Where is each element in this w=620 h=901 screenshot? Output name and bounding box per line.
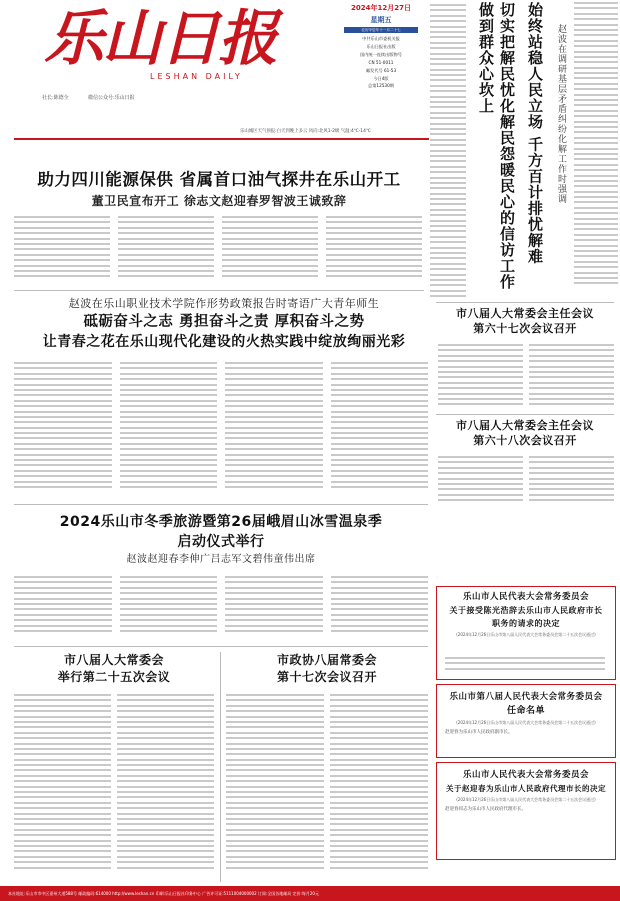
right-divider-2 bbox=[436, 414, 614, 415]
bottom-left-title2: 举行第二十五次会议 bbox=[57, 670, 171, 684]
notice-box-2 bbox=[436, 684, 616, 758]
notice-2-title1: 乐山市第八届人民代表大会常务委员会 bbox=[449, 692, 603, 702]
right-news-1-text bbox=[438, 344, 614, 410]
notice-3-title2: 关于赵迎春为乐山市人民政府代理市长的决定 bbox=[446, 784, 606, 793]
right-news-1-title1: 市八届人大常委会主任会议 bbox=[456, 307, 594, 320]
weather-line: 乐山城区天气预报:白天到晚上多云 风向:北风1-2级 气温:4℃-14℃ bbox=[240, 129, 371, 134]
headline-energy bbox=[14, 168, 424, 210]
right-news-2 bbox=[436, 418, 614, 448]
right-news-2-title1: 市八届人大常委会主任会议 bbox=[456, 419, 594, 432]
page-count: 今日4版 bbox=[373, 76, 389, 81]
top-right-article-text bbox=[430, 4, 466, 304]
notice-3-body: 赵迎春同志为乐山市人民政府代理市长。 bbox=[445, 807, 526, 812]
notice-2-subtitle: (2024年12月26日乐山市第八届人民代表大会常务委员会第二十五次会议通过) bbox=[456, 720, 596, 725]
bottom-left-title1: 市八届人大常委会 bbox=[63, 653, 164, 667]
notice-box-3 bbox=[436, 762, 616, 860]
notice-1-title2: 关于接受陈光浩辞去乐山市人民政府市长 bbox=[449, 606, 603, 615]
masthead-rule bbox=[14, 138, 429, 140]
right-news-2-text bbox=[438, 456, 614, 506]
notice-2-body: 赵迎春为乐山市人民政府副市长。 bbox=[445, 730, 513, 735]
vertical-feature bbox=[468, 2, 618, 297]
vertical-title-b: 始终站稳人民立场 千方百计排忧解难 bbox=[526, 2, 544, 265]
cn-number: CN 51-0011 bbox=[368, 60, 394, 65]
issn-line: 国内统一连续出版物号 bbox=[360, 52, 402, 57]
tourism-article-text bbox=[14, 576, 428, 640]
publisher-2: 乐山日报社出版 bbox=[366, 44, 396, 49]
footer-bar bbox=[0, 886, 620, 901]
lunar-date: 农历甲辰年十一月二十七 bbox=[344, 27, 418, 33]
headline-tourism-title1: 2024乐山市冬季旅游暨第26届峨眉山冰雪温泉季 bbox=[59, 514, 383, 530]
divider-2 bbox=[14, 504, 428, 505]
bottom-mid-title2: 第十七次会议召开 bbox=[276, 670, 377, 684]
notice-2-title2: 任命名单 bbox=[506, 706, 545, 716]
bottom-mid-article bbox=[226, 652, 428, 686]
serial-number: 总第12530期 bbox=[368, 83, 394, 88]
right-news-2-title2: 第六十八次会议召开 bbox=[473, 434, 577, 447]
headline-youth-kicker: 赵波在乐山职业技术学院作形势政策报告时寄语广大青年师生 bbox=[68, 297, 380, 310]
vertical-kicker: 赵波在调研基层矛盾纠纷化解工作时强调 bbox=[556, 24, 566, 204]
publisher: 中共乐山市委机关报 bbox=[362, 36, 400, 41]
date-box bbox=[344, 3, 418, 89]
right-news-1 bbox=[436, 306, 614, 336]
headline-energy-title: 助力四川能源保供 省属首口油气探井在乐山开工 bbox=[37, 170, 401, 189]
youth-article-text bbox=[14, 362, 428, 498]
notice-1-title1: 乐山市人民代表大会常务委员会 bbox=[462, 592, 589, 602]
masthead-wechat-label: 微信公众号:乐山日报 bbox=[88, 95, 135, 101]
energy-article-text bbox=[14, 216, 422, 284]
vertical-title-a: 切实把解民忧化解民怨暖民心的信访工作做到群众心坎上 bbox=[477, 2, 516, 290]
bottom-mid-text bbox=[226, 694, 428, 882]
right-news-1-title2: 第六十七次会议召开 bbox=[473, 322, 577, 335]
notice-1-title3: 职务的请求的决定 bbox=[492, 619, 560, 628]
right-divider-top bbox=[436, 302, 614, 303]
vertical-feature-text bbox=[574, 2, 618, 294]
masthead-logo: 乐山日报 bbox=[44, 4, 276, 74]
notice-3-title1: 乐山市人民代表大会常务委员会 bbox=[462, 770, 589, 780]
notice-box-1 bbox=[436, 586, 616, 680]
headline-tourism bbox=[14, 512, 428, 567]
weekday: 星期五 bbox=[370, 16, 392, 24]
headline-tourism-subtitle: 赵波赵迎春李伸广吕志军文碧伟童伟出席 bbox=[126, 554, 316, 565]
postal-code: 邮发代号 61-53 bbox=[365, 68, 397, 73]
masthead-english: LESHAN DAILY bbox=[150, 72, 243, 81]
notice-1-text bbox=[445, 657, 605, 677]
divider-1 bbox=[14, 290, 424, 291]
bottom-left-text bbox=[14, 694, 214, 882]
divider-3 bbox=[14, 646, 428, 647]
bottom-left-article bbox=[14, 652, 214, 686]
notice-1-subtitle: (2024年12月26日乐山市第八届人民代表大会常务委员会第二十五次会议通过) bbox=[456, 632, 596, 637]
bottom-mid-title1: 市政协八届常委会 bbox=[276, 653, 377, 667]
notice-3-subtitle: (2024年12月26日乐山市第八届人民代表大会常务委员会第二十五次会议通过) bbox=[456, 797, 596, 802]
headline-tourism-title2: 启动仪式举行 bbox=[177, 534, 265, 550]
footer-text: 本社地址:乐山市市中区嘉州大道588号 邮政编码:614000 http://www.leshan.cn 印刷:乐山日报社印务中心 广告许可证:5111004000002 订阅:全国各地邮局 定价:每月20元 bbox=[8, 891, 319, 896]
headline-youth bbox=[14, 296, 434, 352]
headline-energy-subtitle: 董卫民宣布开工 徐志文赵迎春罗智波王诚致辞 bbox=[91, 194, 347, 208]
masthead-social-label: 社长:陈德全 bbox=[42, 95, 69, 101]
headline-youth-title2: 让青春之花在乐山现代化建设的火热实践中绽放绚丽光彩 bbox=[42, 334, 406, 350]
issue-date: 2024年12月27日 bbox=[351, 4, 411, 12]
bottom-col-divider bbox=[220, 652, 221, 882]
headline-youth-title1: 砥砺奋斗之志 勇担奋斗之责 厚积奋斗之势 bbox=[83, 314, 365, 330]
